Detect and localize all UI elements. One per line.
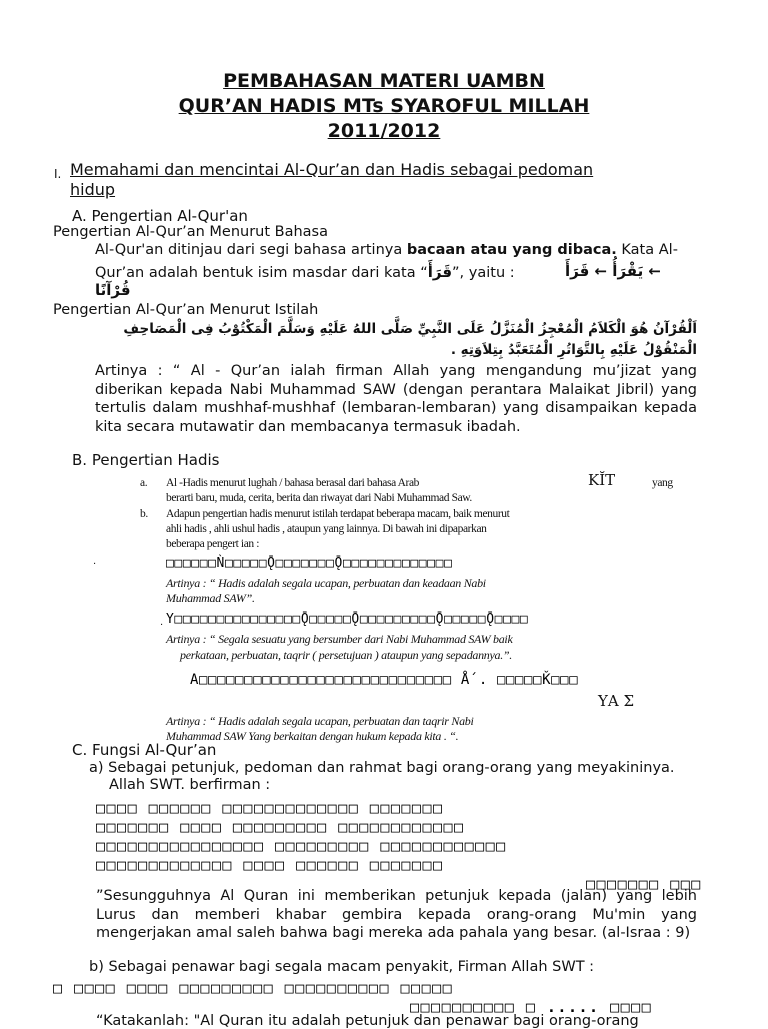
hadis-item-a-label: a.: [140, 477, 148, 489]
heading-fungsi-quran: C. Fungsi Al-Qur’an: [72, 741, 217, 759]
hadis-item-a-line1: Al -Hadis menurut lughah / bahasa berasal dari bahasa Arab: [166, 477, 420, 489]
bahasa-text-bold: bacaan atau yang dibaca.: [406, 242, 617, 258]
quran-meaning-paragraph: Artinya : “ Al - Qur’an ialah firman Allah yang mengandung mu’jizat yang diberikan kepada Nabi Muhammad SAW (dengan perantara Malaikat Jibril) yang tertulis dalam mushhaf-mushhaf (lembaran-lembaran) yang disampaikan kepada kita secara mutawatir dan membacanya termasuk ibadah.: [95, 363, 697, 435]
arabic-definition-line2: الْمَنْقُوْلُ عَلَيْهِ بِالتَّوَاتُرِ الْمُتَعَبَّدُ بِتِلاَوَتِهِ .: [450, 342, 697, 358]
isra-translation: ”Sesungguhnya Al Quran ini memberikan petunjuk kepada (jalan) yang lebih Lurus dan memberi khabar gembira kepada orang-orang Mu'min yang mengerjakan amal saleh bahwa bagi mereka ada pahala yang besar. (al-Israa : 9): [96, 888, 697, 941]
bahasa-paragraph-line1: [95, 242, 678, 258]
hadis-artinya-2-line1: Artinya : “ Segala sesuatu yang bersumber dari Nabi Muhammad SAW baik: [166, 632, 513, 646]
hadis-artinya-2-line2: perkataan, perbuatan, taqrir ( persetujuan ) ataupun yang sepadannya.”.: [180, 648, 513, 662]
subheading-istilah: Pengertian Al-Qur’an Menurut Istilah: [53, 302, 319, 318]
hadis-definition-3-garbled: A□□□□□□□□□□□□□□□□□□□□□□□□□□□□ Ǻ . □□□□□Ǩ□□□: [190, 672, 579, 688]
hadis-item-b-line1: Adapun pengertian hadis menurut istilah terdapat beberapa macam, baik menurut: [166, 508, 510, 520]
hadis-artinya-1-line1: Artinya : “ Hadis adalah segala ucapan, perbuatan dan keadaan Nabi: [166, 576, 486, 590]
hadis-item-a-line2: berarti baru, muda, cerita, berita dan riwayat dari Nabi Muhammad Saw.: [166, 492, 472, 504]
ayat-penawar-line1: □ □□□□ □□□□ □□□□□□□□□ □□□□□□□□□□ □□□□□: [53, 979, 454, 997]
hadis-artinya-3-line1: Artinya : “ Hadis adalah segala ucapan, perbuatan dan taqrir Nabi: [166, 714, 474, 728]
arabic-definition-line1: اَلْقُرْآنُ هُوَ الْكَلاَمُ الْمُعْجِزُ الْمُنَزَّلُ عَلَى النَّبِيِّ صَلَّى اللهُ عَلَيْهِ وَسَلَّمَ الْمَكْتُوْبُ فِى الْمَصَاحِفِ: [123, 321, 697, 337]
hadis-item-b-line2: ahli hadis , ahli ushul hadis , ataupun yang lainnya. Di bawah ini dipaparkan: [166, 523, 487, 535]
hadis-item-b-line3: beberapa pengert ian :: [166, 538, 260, 550]
heading-pengertian-hadis: B. Pengertian Hadis: [72, 451, 220, 469]
bahasa-text-pre: Al-Qur'an ditinjau dari segi bahasa artinya: [95, 242, 407, 258]
hadis-item-a-yang: yang: [652, 477, 673, 489]
fungsi-a-line2: Allah SWT. berfirman :: [109, 777, 271, 793]
section-title-line1: Memahami dan mencintai Al-Qur’an dan Hadis sebagai pedoman: [70, 160, 594, 179]
hadis-item-b-label: b.: [140, 508, 148, 520]
section-number: I.: [54, 167, 62, 181]
doc-title-line2: QUR’AN HADIS MTs SYAROFUL MILLAH: [178, 95, 590, 117]
hadis-definition-2-garbled: Ү□□□□□□□□□□□□□□□Ǭ□□□□□Ǭ□□□□□□□□□Ǭ□□□□□Ǭ□□□□: [166, 612, 529, 627]
hadis-greek-glyph: ҮA Σ: [598, 692, 635, 710]
penawar-translation: “Katakanlah: "Al Quran itu adalah petunjuk dan penawar bagi orang-orang: [96, 1013, 639, 1029]
ayat-isra-line4: □□□□□□□□□□□□□ □□□□ □□□□□□ □□□□□□□: [96, 856, 444, 874]
hadis-artinya-1-line2: Muhammad SAW”.: [166, 591, 255, 605]
arabic-qaraa: قَرَأَ: [427, 263, 453, 281]
hadis-artinya-3-line2: Muhammad SAW Yang berkaitan dengan hukum kepada kita . “.: [166, 729, 459, 743]
ayat-isra-line3: □□□□□□□□□□□□□□□□ □□□□□□□□□ □□□□□□□□□□□□: [96, 837, 507, 855]
doc-title-line1: PEMBAHASAN MATERI UAMBN: [223, 70, 545, 92]
ayat-isra-line5: □□□□□□□ □□□: [586, 875, 702, 893]
bahasa-line2-text: Qur’an adalah bentuk isim masdar dari kata “: [95, 265, 428, 281]
subheading-bahasa: Pengertian Al-Qur’an Menurut Bahasa: [53, 224, 328, 240]
arabic-quranan: قُرْآنًا: [95, 281, 131, 299]
ayat-isra-line1: □□□□ □□□□□□ □□□□□□□□□□□□□ □□□□□□□: [96, 799, 444, 817]
ayat-isra-line2: □□□□□□□ □□□□ □□□□□□□□□ □□□□□□□□□□□□: [96, 818, 465, 836]
bullet-dot-2: .: [160, 617, 164, 628]
section-title-line2: hidup: [70, 180, 116, 199]
ayat-penawar-line2: □□□□□□□□□□ □ ..... □□□□: [410, 998, 653, 1016]
bahasa-paragraph-line2: [95, 263, 515, 281]
fungsi-b-line: b) Sebagai penawar bagi segala macam penyakit, Firman Allah SWT :: [89, 959, 595, 975]
doc-title-line3: 2011/2012: [327, 120, 441, 142]
hadis-arabic-glyph: KĬT: [588, 471, 616, 489]
heading-pengertian-quran: A. Pengertian Al-Qur'an: [72, 207, 248, 225]
bullet-dot: .: [93, 556, 97, 567]
fungsi-a-line1: a) Sebagai petunjuk, pedoman dan rahmat bagi orang-orang yang meyakininya.: [89, 760, 675, 776]
bahasa-text-post: Kata Al-: [616, 242, 678, 258]
bahasa-line2-mid: ”, yaitu :: [452, 265, 515, 281]
hadis-definition-1-garbled: □□□□□□Ǹ□□□□□Ǭ□□□□□□□Ǭ□□□□□□□□□□□□□: [166, 556, 453, 571]
arabic-derivation: ← يَقْرَأُ ← قَرَأَ: [565, 262, 661, 280]
